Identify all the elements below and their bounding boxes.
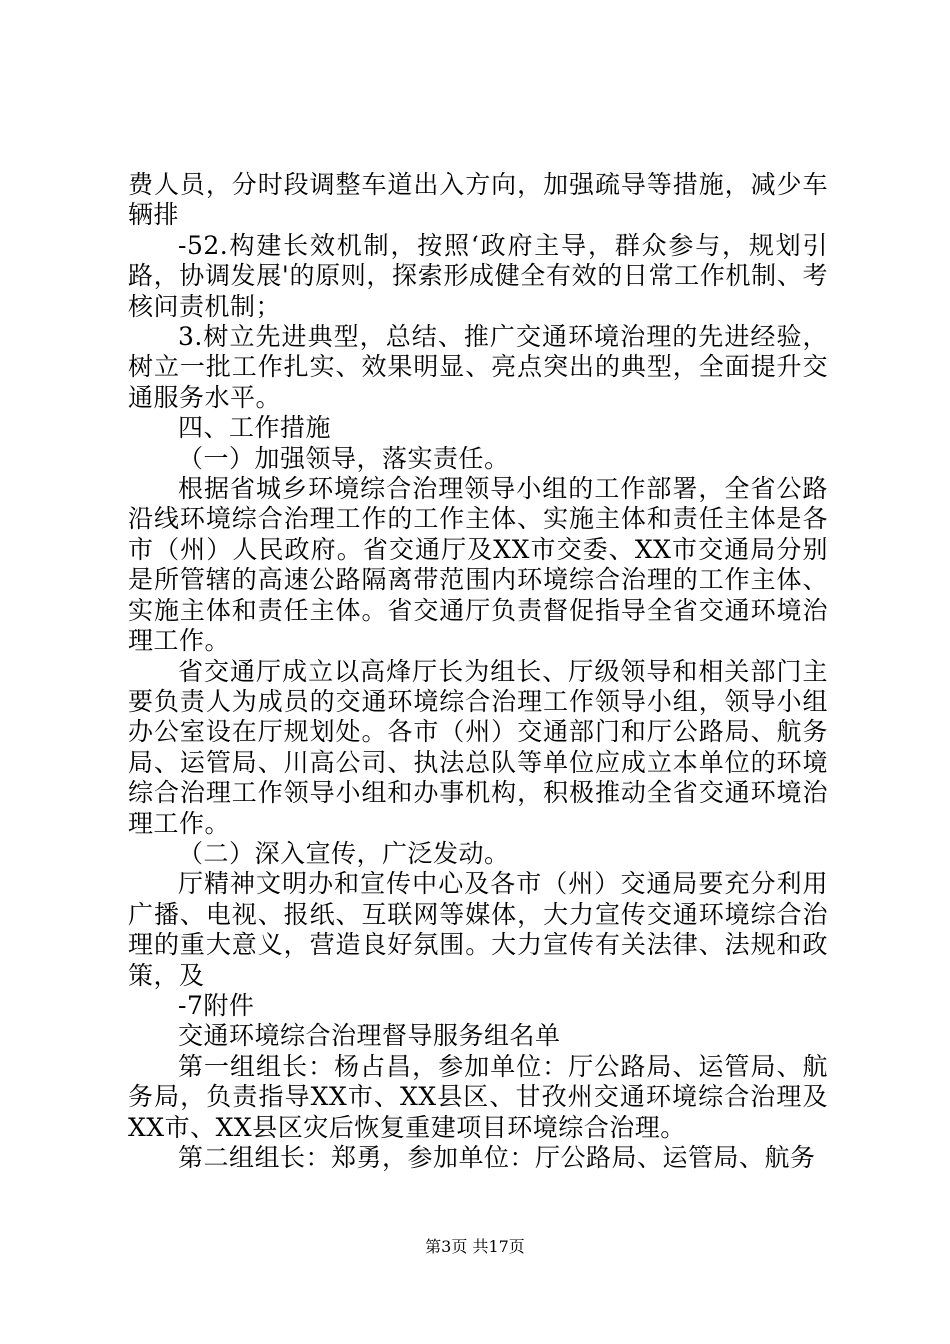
paragraph-6: 根据省城乡环境综合治理领导小组的工作部署，全省公路沿线环境综合治理工作的工作主体、实施主体和责任主体是各市（州）人民政府。省交通厅及XX市交委、XX市交通局分别是所管辖的高速公路隔离带范围内环境综合治理的工作主体、实施主体和责任主体。省交通厅负责督促指导全省交通环境治理工作。 <box>128 474 828 656</box>
page-footer: 第3页 共17页 <box>425 1237 525 1256</box>
subsection-heading-2: （二）深入宣传，广泛发动。 <box>178 838 510 868</box>
paragraph-13: 第二组组长：郑勇，参加单位：厅公路局、运管局、航务 <box>178 1143 816 1172</box>
subsection-heading-1: （一）加强领导，落实责任。 <box>178 443 510 473</box>
section-heading-work-measures: 四、工作措施 <box>178 413 332 443</box>
paragraph-7: 省交通厅成立以高烽厅长为组长、厅级领导和相关部门主要负责人为成员的交通环境综合治理工作领导小组，领导小组办公室设在厅规划处。各市（州）交通部门和厅公路局、航务局、运管局、川高公司、执法总队等单位应成立本单位的环境综合治理工作领导小组和办事机构，积极推动全省交通环境治理工作。 <box>128 656 828 838</box>
paragraph-1: 费人员，分时段调整车道出入方向，加强疏导等措施，减少车辆排 <box>128 170 828 230</box>
paragraph-12: 第一组组长：杨占昌，参加单位：厅公路局、运管局、航务局，负责指导XX市、XX县区、甘孜州交通环境综合治理及XX市、XX县区灾后恢复重建项目环境综合治理。 <box>128 1051 828 1142</box>
attachment-title: 交通环境综合治理督导服务组名单 <box>178 1021 561 1051</box>
document-body <box>128 170 828 1173</box>
paragraph-9: 厅精神文明办和宣传中心及各市（州）交通局要充分利用广播、电视、报纸、互联网等媒体，大力宣传交通环境综合治理的重大意义，营造良好氛围。大力宣传有关法律、法规和政策，及 <box>128 869 828 990</box>
attachment-label: -7附件 <box>178 990 255 1020</box>
paragraph-3: 3.树立先进典型，总结、推广交通环境治理的先进经验，树立一批工作扎实、效果明显、亮点突出的典型，全面提升交通服务水平。 <box>128 322 828 412</box>
paragraph-2: -52.构建长效机制，按照‘政府主导，群众参与，规划引路，协调发展'的原则，探索形成健全有效的日常工作机制、考核问责机制； <box>128 230 828 321</box>
